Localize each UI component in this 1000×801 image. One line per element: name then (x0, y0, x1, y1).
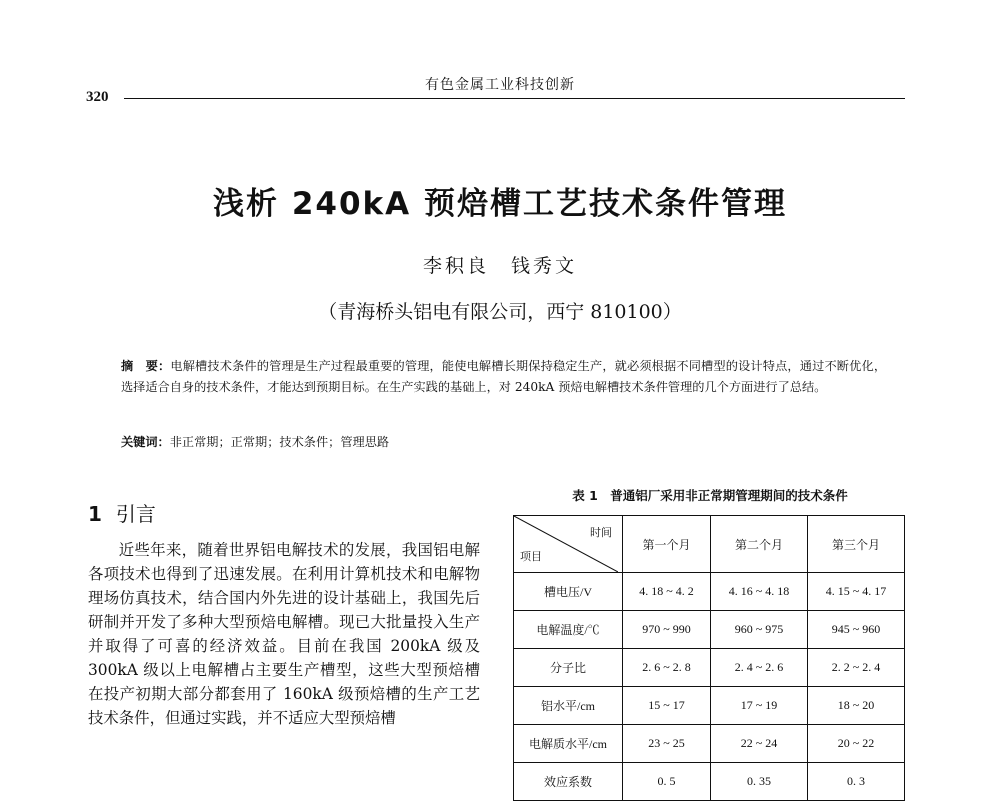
table-cell: 0. 35 (711, 763, 808, 801)
table-row (514, 649, 905, 687)
table-row (514, 725, 905, 763)
page-number: 320 (86, 89, 109, 105)
table-cell: 0. 5 (623, 763, 711, 801)
column-header: 第三个月 (808, 516, 905, 573)
table-cell: 4. 18 ~ 4. 2 (623, 573, 711, 611)
row-label: 铝水平/cm (514, 687, 623, 725)
column-header: 第一个月 (623, 516, 711, 573)
corner-item-label: 项目 (520, 551, 542, 563)
corner-time-label: 时间 (590, 527, 612, 539)
affiliation: （青海桥头铝电有限公司，西宁 810100） (318, 301, 682, 323)
column-header: 第二个月 (711, 516, 808, 573)
section-heading (88, 498, 156, 527)
row-label: 电解温度/℃ (514, 611, 623, 649)
table-cell: 18 ~ 20 (808, 687, 905, 725)
table-cell: 960 ~ 975 (711, 611, 808, 649)
journal-title: 有色金属工业科技创新 (425, 77, 575, 93)
keywords-label: 关键词： (121, 435, 170, 449)
table-cell: 4. 16 ~ 4. 18 (711, 573, 808, 611)
abstract-label: 摘 要： (121, 359, 171, 373)
row-label: 效应系数 (514, 763, 623, 801)
table-cell: 15 ~ 17 (623, 687, 711, 725)
section-number: 1 (88, 502, 102, 526)
author-1: 李积良 (422, 255, 489, 277)
row-label: 电解质水平/cm (514, 725, 623, 763)
keywords (121, 432, 886, 453)
body-paragraph: 近些年来，随着世界铝电解技术的发展，我国铝电解各项技术也得到了迅速发展。在利用计算机技术和电解物理场仿真技术，结合国内外先进的设计基础上，我国先后研制并开发了多种大型预焙电解槽。现已大批量投入生产并取得了可喜的经济效益。目前在我国 200kA 级及 300kA 级以上电解槽占主要生产槽型，这些大型预焙槽在投产初期大部分都套用了 160kA 级预焙槽的生产工艺技术条件，但通过实践，并不适应大型预焙槽 (88, 541, 480, 727)
table-row (514, 687, 905, 725)
keywords-text: 非正常期；正常期；技术条件；管理思路 (169, 435, 390, 449)
table-cell: 22 ~ 24 (711, 725, 808, 763)
table-cell: 0. 3 (808, 763, 905, 801)
table-header-row (514, 516, 905, 573)
table-row (514, 573, 905, 611)
header-rule (124, 98, 905, 99)
table-cell: 2. 4 ~ 2. 6 (711, 649, 808, 687)
technical-conditions-table (513, 515, 905, 801)
table-cell: 945 ~ 960 (808, 611, 905, 649)
authors (0, 251, 1000, 278)
abstract (121, 356, 886, 398)
table-caption: 表 1 普通铝厂采用非正常期管理期间的技术条件 (572, 488, 848, 503)
table-cell: 4. 15 ~ 4. 17 (808, 573, 905, 611)
table-cell: 20 ~ 22 (808, 725, 905, 763)
table-corner-cell (514, 516, 623, 573)
paper-title: 浅析 240kA 预焙槽工艺技术条件管理 (213, 186, 787, 222)
table-cell: 17 ~ 19 (711, 687, 808, 725)
row-label: 槽电压/V (514, 573, 623, 611)
author-2: 钱秀文 (511, 255, 578, 277)
table-row (514, 611, 905, 649)
section-title: 引言 (115, 502, 156, 526)
row-label: 分子比 (514, 649, 623, 687)
abstract-text: 电解槽技术条件的管理是生产过程最重要的管理，能使电解槽长期保持稳定生产，就必须根据不同槽型的设计特点，通过不断优化，选择适合自身的技术条件，才能达到预期目标。在生产实践的基础上，对 240kA 预焙电解槽技术条件管理的几个方面进行了总结。 (121, 359, 887, 394)
table-row (514, 763, 905, 801)
table-cell: 970 ~ 990 (623, 611, 711, 649)
table-cell: 2. 2 ~ 2. 4 (808, 649, 905, 687)
table-cell: 2. 6 ~ 2. 8 (623, 649, 711, 687)
table-cell: 23 ~ 25 (623, 725, 711, 763)
